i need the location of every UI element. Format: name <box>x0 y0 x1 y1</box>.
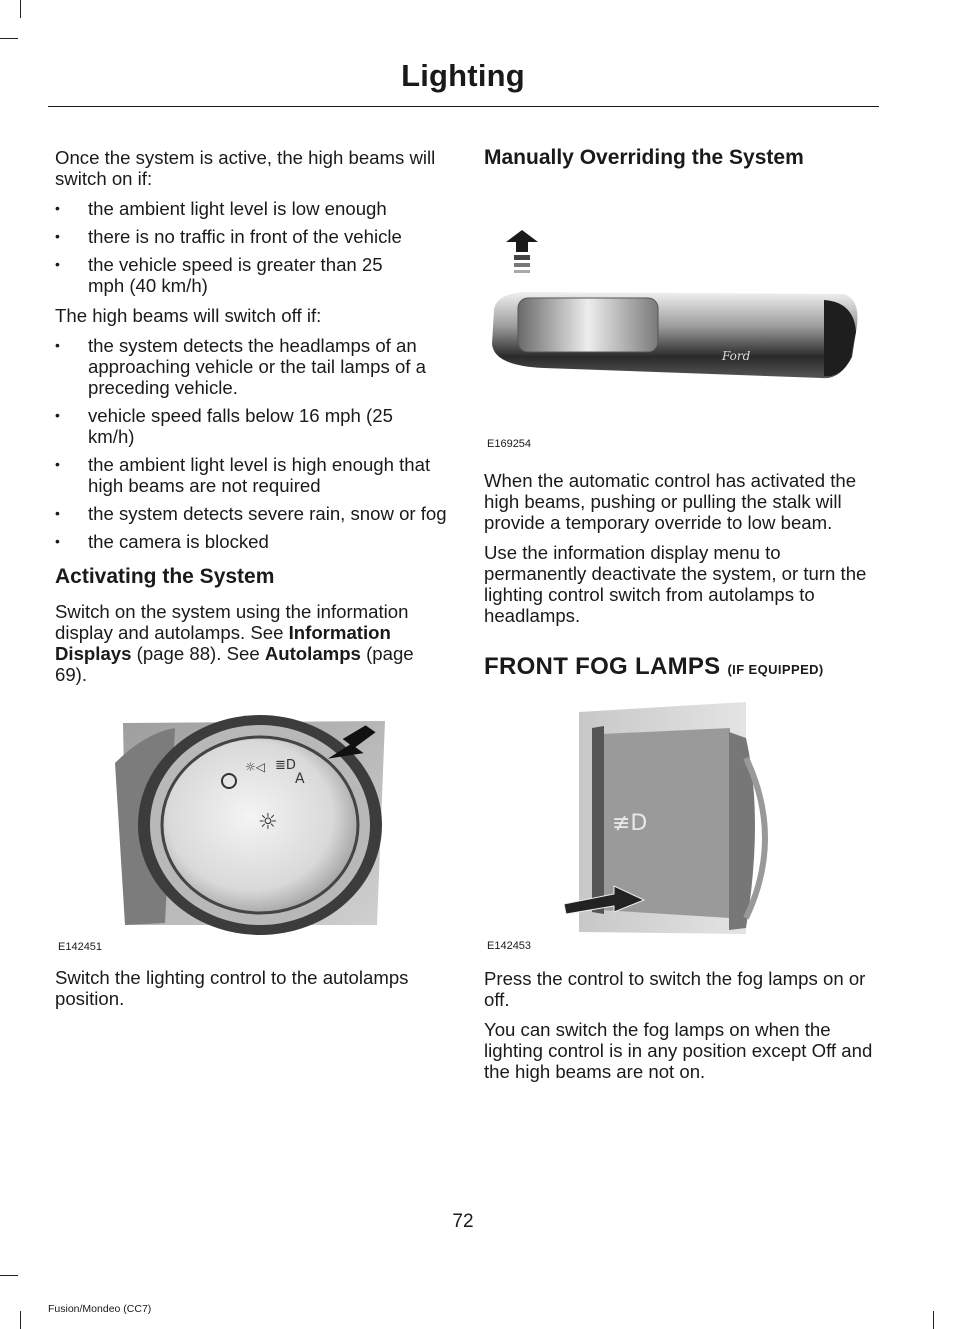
title-rule <box>48 106 879 107</box>
svg-text:☼◁: ☼◁ <box>245 760 265 774</box>
crop-mark <box>0 1275 18 1276</box>
stalk-figure <box>484 182 876 452</box>
figure-code: E142453 <box>487 940 532 952</box>
high-beam-off-intro: The high beams will switch off if: <box>55 305 322 326</box>
activating-text: Switch on the system using the information display and autolamps. See <box>55 601 409 643</box>
page-title: Lighting <box>401 58 525 93</box>
lighting-control-figure <box>55 703 447 955</box>
fog-lamp-figure <box>484 698 876 954</box>
override-paragraph: Use the information display menu to permanently deactivate the system, or turn the lighting control switch from autolamps to headlamps. <box>484 542 867 626</box>
svg-text:Ford: Ford <box>722 349 751 363</box>
info-displays-link[interactable]: Information Displays <box>55 622 391 664</box>
autolamps-link[interactable]: Autolamps <box>264 643 361 664</box>
list-item: • the ambient light level is low enough <box>55 198 447 219</box>
lighting-control-illustration <box>55 703 447 955</box>
crop-mark <box>0 38 18 39</box>
override-paragraph: When the automatic control has activated the high beams, pushing or pulling the stalk will provide a temporary override to low beam. <box>484 470 857 533</box>
crop-mark <box>20 0 21 18</box>
svg-text:☼: ☼ <box>258 810 278 835</box>
svg-text:A: A <box>295 771 305 787</box>
list-item: • the system detects the headlamps of an approaching vehicle or the tail lamps of a preceding vehicle. <box>55 335 447 398</box>
right-column <box>484 147 876 1091</box>
figure-code: E169254 <box>487 438 532 450</box>
list-item: • the ambient light level is high enough that high beams are not required <box>55 454 447 496</box>
list-item: • vehicle speed falls below 16 mph (25 km/h) <box>55 405 447 447</box>
fog-paragraph: You can switch the fog lamps on when the lighting control is in any position except Off and the high beams are not on. <box>484 1019 873 1082</box>
list-item: • the camera is blocked <box>55 531 447 552</box>
override-heading: Manually Overriding the System <box>484 146 804 169</box>
page-number: 72 <box>452 1211 474 1232</box>
high-beam-off-list <box>55 335 447 552</box>
stalk-illustration <box>484 182 876 452</box>
crop-mark <box>20 1311 21 1329</box>
activating-paragraph <box>55 601 447 685</box>
left-column <box>55 147 447 1018</box>
fog-heading-text: FRONT FOG LAMPS <box>484 653 721 680</box>
figure-caption: Switch the lighting control to the autolamps position. <box>55 967 409 1009</box>
figure-code: E142451 <box>58 941 103 953</box>
fog-lamps-heading <box>484 653 876 680</box>
activating-text: (page 88). See <box>131 643 265 664</box>
list-item: • the system detects severe rain, snow or fog <box>55 503 447 524</box>
svg-text:≢D: ≢D <box>612 811 648 836</box>
high-beam-on-intro: Once the system is active, the high beams will switch on if: <box>55 147 436 189</box>
svg-text:≣D: ≣D <box>275 758 296 773</box>
fog-lamp-illustration <box>484 698 876 954</box>
activating-heading: Activating the System <box>55 565 275 588</box>
footer-model: Fusion/Mondeo (CC7) <box>48 1303 152 1315</box>
activating-text: (page 69). <box>55 643 414 685</box>
crop-mark <box>933 1311 934 1329</box>
list-item: • the vehicle speed is greater than 25 mph (40 km/h) <box>55 254 447 296</box>
list-item: • there is no traffic in front of the vehicle <box>55 226 447 247</box>
fog-heading-suffix: (IF EQUIPPED) <box>727 662 824 677</box>
high-beam-on-list <box>55 198 447 296</box>
fog-paragraph: Press the control to switch the fog lamps on or off. <box>484 968 866 1010</box>
